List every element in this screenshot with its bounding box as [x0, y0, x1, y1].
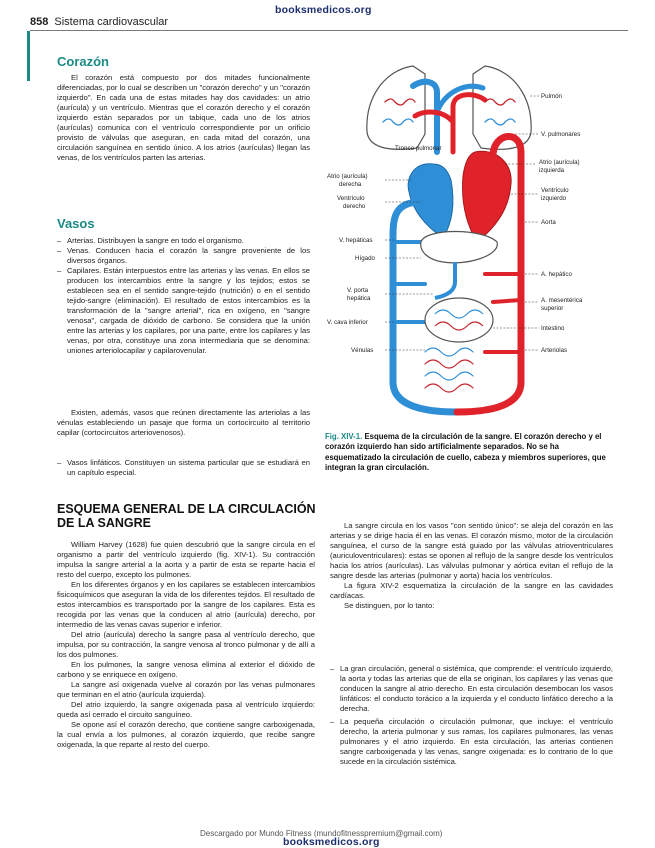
running-head-section: Sistema cardiovascular: [54, 16, 169, 28]
watermark-top: booksmedicos.org: [275, 4, 372, 16]
left-heart: [463, 151, 512, 242]
corazon-text: [57, 73, 310, 163]
label-a-mesenterica-1: A. mesentérica: [541, 297, 583, 304]
esquema-right-column: [330, 521, 613, 611]
label-ventr-izq-2: izquierdo: [541, 195, 567, 202]
label-atrio-izq-1: Atrio (aurícula): [539, 159, 580, 166]
figure-caption-text: Esquema de la circulación de la sangre. El corazón derecho y el corazón izquierdo han sido artificialmente separados. No se ha esquematizado la circulación de cuello, cabeza y miembros superiores, que integran la gran circulación.: [325, 432, 606, 473]
corazon-paragraph: El corazón está compuesto por dos mitades funcionalmente diferenciadas, por lo cual se describen un "corazón derecho" y un "corazón izquierdo". En cada una de estas mitades hay dos cavidades: un atrio (aurícula) y un ventrículo. Mientras que el corazón derecho y el corazón izquierdo están separados por un tabique, cada uno de los atrios (aurículas) comunica con el ventrículo correspondiente por un orificio provisto de válvulas que aseguran, en cada mitad del corazón, una circulación sanguínea en sentido único. A los atrios (aurículas) llegan las venas, de los ventrículos parten las arterias.: [57, 73, 310, 162]
label-atrio-der-1: Atrio (aurícula): [327, 173, 368, 180]
vasos-item-capilares: – Capilares. Están interpuestos entre las arterias y las venas. En ellos se producen los intercambios entre la sangre y los tejidos; estos se establecen sea en el sentido sangre-tejido (nutrición) o en el sentido tejido-sangre (eliminación). El resultado de estos intercambios es la transformación de la "sangre arterial", rica en oxígeno, en "sangre venosa", cargada de dióxido de carbono. Se considera que la unión entre las arterias y los capilares, por una parte, entre los capilares y las venas, por otra, constituye una zona intermediaria que se denomina: uniones arteriolocapilar y capilarovenular.: [57, 266, 310, 356]
watermark-bottom: booksmedicos.org: [283, 836, 380, 848]
label-ventr-izq-1: Ventrículo: [541, 187, 569, 194]
vasos-linfaticos: [57, 458, 310, 478]
label-intestino: Intestino: [541, 325, 565, 332]
vasos-item-venas: – Venas. Conducen hacia el corazón la sangre proveniente de los diversos órganos.: [57, 246, 310, 266]
esquema-left-p1: William Harvey (1628) fue quien descubrió que la sangre circula en el organismo a partir del ventrículo izquierdo (fig. XIV-1). Su contracción impulsa la sangre arterial a la aorta y a partir de esta se reparte hacia el resto del cuerpo, excepto los pulmones.: [57, 540, 315, 579]
label-pulmon: Pulmón: [541, 93, 562, 100]
intestine: [425, 298, 493, 342]
label-v-porta-2: hepática: [347, 295, 371, 302]
label-ventr-der-1: Ventrículo: [337, 195, 365, 202]
label-a-hepatico: A. hepático: [541, 271, 572, 278]
vasos-paragraph: [57, 408, 310, 438]
label-v-hepaticas: V. hepáticas: [339, 237, 373, 244]
footer-download-note: Descargado por Mundo Fitness (mundofitnesspremium@gmail.com): [200, 829, 443, 838]
esquema-item-pequena-circulacion: – La pequeña circulación o circulación pulmonar, que incluye: el ventrículo derecho, la arteria pulmonar y sus ramas, los capilares pulmonares, las venas pulmonares y el atrio izquierdo. En esta circulación, las arterias contienen sangre carboxigenada y las venas, sangre oxigenada: es lo contrario de lo que sucede en la circulación sistémica.: [330, 717, 613, 767]
systemic-veins: [393, 202, 425, 382]
label-a-mesenterica-2: superior: [541, 305, 564, 312]
heading-corazon: Corazón: [57, 54, 109, 69]
label-venulas: Vénulas: [351, 347, 374, 354]
heading-vasos: Vasos: [57, 216, 95, 231]
esquema-left-column: [57, 540, 315, 750]
esquema-right-p1: La sangre circula en los vasos "con sentido único": se aleja del corazón en las arterias y se dirige hacia él en las venas. El corazón mismo, motor de la circulación sanguínea, el curso de la sangre está guiado por las válvulas atrioventriculares (auriculoventriculares): estas se oponen al reflujo de la sangre desde los ventrículos hacia los atrios (aurículas). Las válvulas pulmonar y aórtica evitan el reflujo de la sangre desde las arterias (pulmonar y aorta) hacia los ventrículos.: [330, 521, 613, 580]
running-head: [30, 16, 168, 28]
esquema-right-list: [330, 664, 613, 767]
esquema-left-p3: Del atrio (aurícula) derecho la sangre pasa al ventrículo derecho, que impulsa, por su contracción, la sangre venosa al tronco pulmonar y de allí a los dos pulmones.: [57, 630, 315, 659]
label-aorta: Aorta: [541, 219, 556, 226]
esquema-item-gran-circulacion: – La gran circulación, general o sistémica, que comprende: el ventrículo izquierdo, la aorta y todas las arterias que de ella se originan, los capilares y las venas que conducen la sangre al atrio derecho. En esta circulación desembocan los vasos linfáticos: el conducto torácico a la izquierda y el conducto linfático derecho a la derecha.: [330, 664, 613, 714]
label-v-pulmonares: V. pulmonares: [541, 131, 581, 138]
section-marker-bar: [27, 31, 30, 81]
esquema-left-p7: Se opone así el corazón derecho, que contiene sangre carboxigenada, la cual envía a los pulmones, al corazón izquierdo, que recibe sangre oxigenada, la que reparte al resto del cuerpo.: [57, 720, 315, 749]
esquema-right-p2: La figura XIV-2 esquematiza la circulación de la sangre en las cavidades cardíacas.: [330, 581, 613, 600]
label-higado: Hígado: [355, 255, 375, 262]
circulation-diagram: [325, 52, 630, 432]
esquema-title-line1: ESQUEMA GENERAL DE LA CIRCULACIÓN: [57, 502, 316, 516]
label-atrio-der-2: derecha: [339, 181, 362, 188]
esquema-title: [57, 502, 327, 530]
label-v-porta-1: V. porta: [347, 287, 369, 294]
label-v-cava-inferior: V. cava inferior: [327, 319, 368, 326]
esquema-left-p5: La sangre así oxigenada vuelve al corazón por las venas pulmonares que terminan en el atrio (aurícula izquierda).: [57, 680, 315, 699]
label-tronco-pulmonar: Tronco pulmonar: [395, 145, 442, 152]
esquema-left-p2: En los diferentes órganos y en los capilares se establecen intercambios fisicoquímicos que aseguran la vida de los diferentes tejidos. El resultado de estos intercambios es transportado por la sangre de los capilares. Esta es recogida por las venas que la conducen al atrio (aurícula) derecho, por intermedio de las venas cavas superior e inferior.: [57, 580, 315, 629]
portal-vein: [435, 262, 455, 298]
vasos-list: [57, 236, 310, 356]
vasos-paragraph-text: Existen, además, vasos que reúnen directamente las arteriolas a las vénulas estableciendo un pasaje que forma un cortocircuito al territorio capilar (cortocircuitos arteriovenosos).: [57, 408, 310, 437]
vasos-item-arterias: – Arterias. Distribuyen la sangre en todo el organismo.: [57, 236, 310, 246]
vasos-item-linfaticos: – Vasos linfáticos. Constituyen un sistema particular que se estudiará en un capítulo especial.: [57, 458, 310, 478]
figure-caption: [325, 432, 615, 474]
figure-label: Fig. XIV-1.: [325, 432, 363, 441]
label-ventr-der-2: derecho: [343, 203, 366, 210]
lower-body-capillaries: [393, 348, 521, 412]
esquema-left-p6: Del atrio izquierdo, la sangre oxigenada pasa al ventrículo izquierdo: queda así cerrado el circuito sanguíneo.: [57, 700, 315, 719]
label-arteriolas: Arteriolas: [541, 347, 568, 354]
esquema-left-p4: En los pulmones, la sangre venosa elimina al exterior el dióxido de carbono y se enriquece en oxígeno.: [57, 660, 315, 679]
esquema-right-p3: Se distinguen, por lo tanto:: [344, 601, 435, 610]
label-atrio-izq-2: izquierda: [539, 167, 565, 174]
liver: [421, 232, 498, 263]
header-rule: [30, 30, 628, 31]
esquema-title-line2: DE LA SANGRE: [57, 516, 151, 530]
page-number: 858: [30, 16, 49, 28]
